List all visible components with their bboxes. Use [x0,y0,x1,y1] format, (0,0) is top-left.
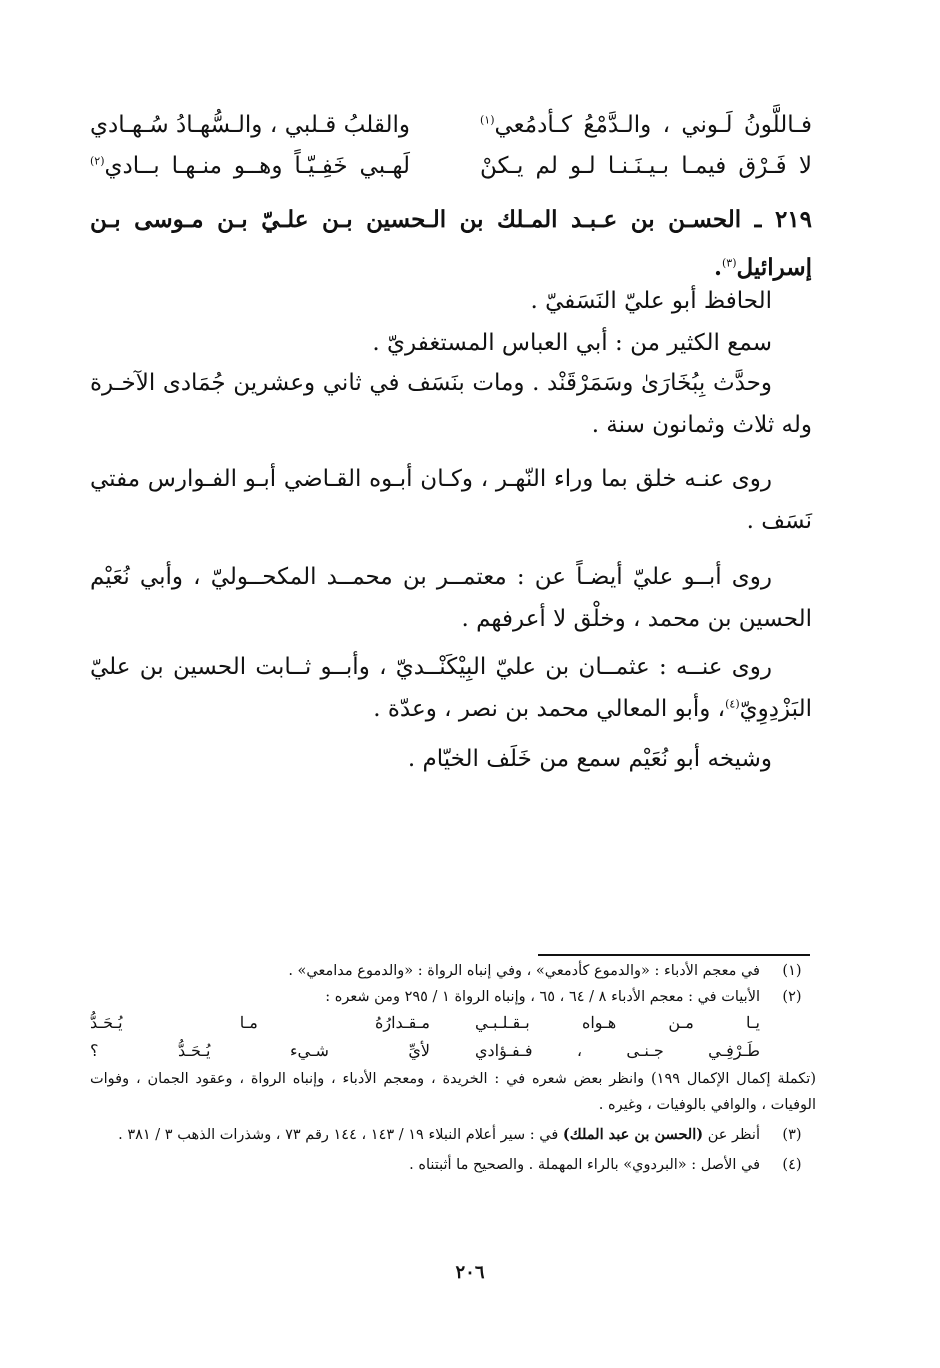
footnote-number: (١) [782,963,802,979]
footnote-verse-2 [90,1038,760,1066]
verse-text: لَهـبي خَفِـيّـاً وهــو منـهـا بــادي [104,153,410,179]
paragraph-line: وله ثلاث وثمانون سنة . [591,412,812,438]
paragraph-narrators [90,646,812,730]
footnote-verse-1 [90,1010,760,1038]
footnote-verse-hemistich: لأيِّ شـيء يُـحَـدُّ ؟ [90,1041,430,1060]
paragraph-line [90,688,812,730]
poem-verse-2 [90,153,812,197]
footnote-subject: (الحسن بن عبد الملك) [562,1126,704,1143]
verse-text: فـاللَّونُ لَـوني ، والـدَّمْعُ كـأدمُعي [494,112,812,138]
page-number: ٢٠٦ [455,1262,485,1283]
footnote-2-continuation: (تكملة إكمال الإكمال ١٩٩) وانظر بعض شعره في : الخريدة ، ومعجم الأدباء ، وإنباه الرواة ، وعقود الجمان ، وفوات الوفيات ، والوافي بالوفيات ، وغيره . [90,1071,816,1113]
paragraph-heard [90,322,812,364]
verse-1-second-hemistich: والقلبُ قـلبي ، والـسُّهـادُ سُـهـادي [90,112,410,138]
paragraph-text: وشيخه أبو نُعَيْم سمع من خَلَف الخيّام . [407,746,772,772]
paragraph-text: الحافظ أبو عليّ النَسَفيّ . [530,288,772,314]
footnote-text: في معجم الأدباء : «والدموع كأدمعي» ، وفي إنباه الرواة : «والدموع مدامعي» . [288,963,760,979]
footnote-1 [90,958,812,984]
nisba-name: البَزْدِوِيّ [739,696,812,722]
entry-heading [90,196,812,292]
paragraph-narrated-from-him [90,458,812,542]
paragraph-line: روى عنـه خلق بما وراء النّهـر ، وكـان أبـوه القـاضي أبـو الفـوارس مفتي [90,466,772,492]
poem-verse-1 [90,112,812,156]
paragraph-title [90,280,812,322]
footnote-ref-3[interactable]: (٣) [721,256,737,270]
paragraph-narrated [90,362,812,446]
footnote-number: (٣) [782,1127,802,1143]
paragraph-also-narrated [90,556,812,640]
verse-2-second-hemistich [90,153,410,179]
entry-heading-name: إسرائيل [736,254,812,281]
footnote-text-part: في : سير أعلام النبلاء ١٩ / ١٤٣ ، ١٤٤ رقم ٧٣ ، وشذرات الذهب ٣ / ٣٨١ . [118,1127,563,1143]
footnote-text-part: أنظر عن [703,1127,760,1143]
footnote-4 [90,1152,812,1178]
footnote-verse-hemistich: يـا مـن هـواه بـقـلـبـي [475,1013,760,1032]
footnotes [90,958,816,1178]
footnote-ref-1[interactable]: (١) [480,113,495,127]
verse-1-first-hemistich [480,112,812,138]
footnote-3 [90,1122,812,1148]
paragraph-line: نَسَف . [746,508,812,534]
footnote-ref-4[interactable]: (٤) [725,697,740,711]
footnote-number: (٤) [782,1157,802,1173]
footnote-text: الأبيات في : معجم الأدباء ٨ / ٦٤ ، ٦٥ ، وإنباه الرواة ١ / ٢٩٥ ومن شعره : [325,989,760,1005]
entry-heading-line-1: ٢١٩ ـ الحسـن بن عـبـد المـلك بن الـحسين بـن علـيّ بـن مـوسى بـن [90,206,812,233]
footnote-separator [538,954,810,956]
heading-period: . [713,254,722,281]
footnote-number: (٢) [782,989,802,1005]
footnote-verse-hemistich: طَـرْفِـي جـنـى ، فـفـؤادي [475,1041,760,1060]
footnote-text [90,1122,760,1148]
paragraph-text: ، وأبو المعالي محمد بن نصر ، وعدّة . [373,696,726,722]
paragraph-teacher [90,738,812,780]
paragraph-line: روى أبــو عليّ أيضـاً عن : معتمــر بن محمــد المكحــوليّ ، وأبي نُعَيْم [90,564,772,590]
footnote-ref-2[interactable]: (٢) [90,154,105,168]
paragraph-line: وحدَّث بِبُخَارَىٰ وسَمَرْقَنْد . ومات بنَسَف في ثاني وعشرين جُمَادى الآخـرة [90,370,772,396]
footnote-text: في الأصل : «البردوي» بالراء المهملة . والصحيح ما أثبتناه . [409,1157,760,1173]
verse-2-first-hemistich: لا فَـرْق فيمـا بـيـنَـنـا لـو لم يـكنْ [480,153,812,179]
paragraph-line: الحسين بن محمد ، وخلْق لا أعرفهم . [461,606,812,632]
paragraph-line: روى عنــه : عثمــان بن عليّ البِيْكَنْــديّ ، وأبــو ثــابت الحسين بن عليّ [90,654,772,680]
footnote-verse-hemistich: مـقـدارُهُ مـا يُـحَـدُّ [90,1013,430,1032]
footnote-2 [90,984,812,1066]
paragraph-text: سمع الكثير من : أبي العباس المستغفريّ . [372,330,772,356]
